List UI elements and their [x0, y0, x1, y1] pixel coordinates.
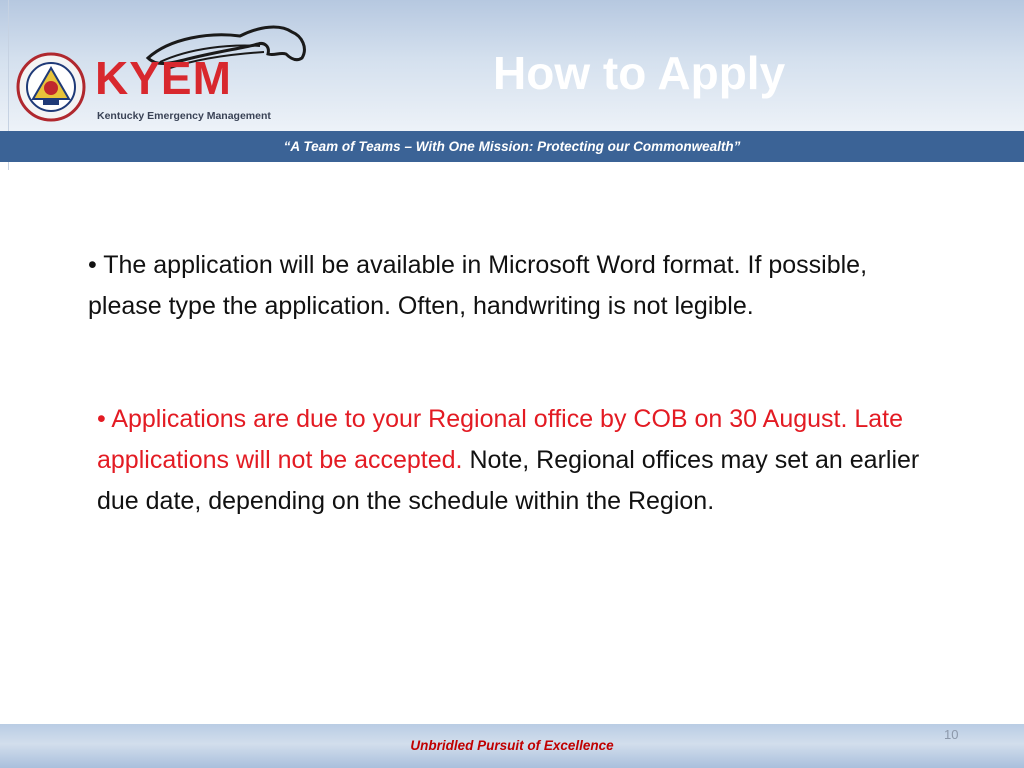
brand-subtitle: Kentucky Emergency Management	[97, 110, 271, 122]
brand-logo-text: KYEM	[95, 52, 232, 104]
deadline-text: • Applications are due to your Regional office by COB on 30 August. Late applications will not be accepted.	[97, 405, 904, 474]
note-text: Note, Regional offices may set an earlier due date, depending on the schedule within the Region.	[97, 446, 920, 515]
bullet-paragraph-2	[97, 399, 937, 522]
slide-title: How to Apply	[493, 47, 786, 99]
bullet-paragraph-1: • The application will be available in Microsoft Word format. If possible, please type the application. Often, handwriting is not legible.	[88, 251, 868, 320]
seal-icon	[16, 52, 86, 122]
page-number: 10	[944, 727, 959, 742]
tagline-bar: “A Team of Teams – With One Mission: Protecting our Commonwealth”	[0, 131, 1024, 162]
footer-motto: Unbridled Pursuit of Excellence	[410, 738, 614, 753]
